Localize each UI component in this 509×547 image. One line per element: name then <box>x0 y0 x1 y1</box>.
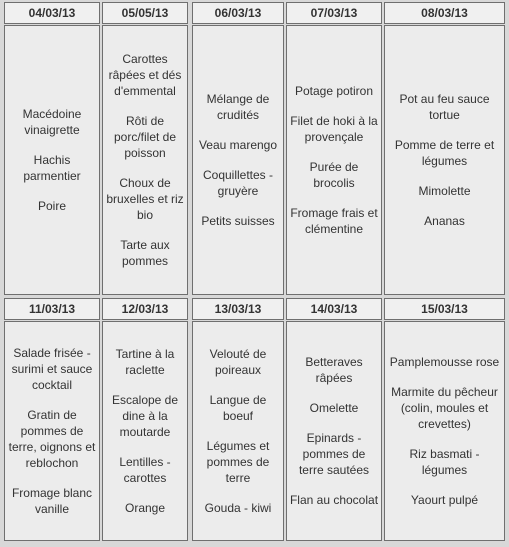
dish-dessert: Fromage frais et clémentine <box>290 206 378 236</box>
dish-starter: Carottes râpées et dés d'emmental <box>108 52 182 98</box>
day-header-5: 08/03/13 <box>384 2 505 24</box>
day-menu-1 <box>4 25 100 295</box>
dish-dessert: Fromage blanc vanille <box>11 486 93 516</box>
dish-side: Epinards - pommes de terre sautées <box>298 431 370 477</box>
dish-dessert: Petits suisses <box>201 214 275 228</box>
dish-main: Veau marengo <box>198 138 278 152</box>
dish-starter: Mélange de crudités <box>206 92 270 122</box>
dish-main: Hachis parmentier <box>23 153 81 183</box>
day-header-2: 12/03/13 <box>102 298 188 320</box>
dish-starter: Potage potiron <box>294 84 374 98</box>
dish-main: Escalope de dine à la moutarde <box>111 393 179 439</box>
day-menu-4 <box>286 25 382 295</box>
day-menu-5 <box>384 321 505 541</box>
day-header-5: 15/03/13 <box>384 298 505 320</box>
day-header-1: 04/03/13 <box>4 2 100 24</box>
day-menu-2 <box>102 25 188 295</box>
dish-starter: Salade frisée - surimi et sauce cocktail <box>11 346 93 392</box>
dish-side: Légumes et pommes de terre <box>206 439 270 485</box>
dish-starter: Velouté de poireaux <box>209 347 267 377</box>
day-header-2: 05/05/13 <box>102 2 188 24</box>
day-menu-3 <box>192 25 284 295</box>
dish-main: Marmite du pêcheur (colin, moules et crevettes) <box>391 385 498 431</box>
dish-dessert: Tarte aux pommes <box>120 238 170 268</box>
day-header-4: 14/03/13 <box>286 298 382 320</box>
day-menu-5 <box>384 25 505 295</box>
dish-starter: Pot au feu sauce tortue <box>399 92 490 122</box>
dish-main: Pomme de terre et légumes <box>394 138 495 168</box>
dish-starter: Macédoine vinaigrette <box>22 107 82 137</box>
dish-main: Langue de boeuf <box>209 393 267 423</box>
day-menu-3 <box>192 321 284 541</box>
dish-starter: Pamplemousse rose <box>389 355 500 369</box>
dish-side: Riz basmati - légumes <box>409 447 480 477</box>
day-menu-2 <box>102 321 188 541</box>
dish-dessert: Orange <box>124 501 166 515</box>
day-header-4: 07/03/13 <box>286 2 382 24</box>
dish-starter: Betteraves râpées <box>305 355 363 385</box>
dish-dessert: Poire <box>37 199 66 213</box>
dish-dessert: Ananas <box>424 214 465 228</box>
dish-side: Coquillettes - gruyère <box>202 168 274 198</box>
day-menu-1 <box>4 321 100 541</box>
week-row-2 <box>0 297 509 547</box>
dish-dessert: Yaourt pulpé <box>410 493 479 507</box>
dish-main: Filet de hoki à la provençale <box>290 114 378 144</box>
dish-main: Rôti de porc/filet de poisson <box>113 114 177 160</box>
dish-dessert: Gouda - kiwi <box>204 501 272 515</box>
day-header-3: 06/03/13 <box>192 2 284 24</box>
dish-main: Omelette <box>309 401 359 415</box>
day-header-3: 13/03/13 <box>192 298 284 320</box>
dish-side: Choux de bruxelles et riz bio <box>106 176 184 222</box>
dish-side: Purée de brocolis <box>309 160 359 190</box>
dish-main: Gratin de pommes de terre, oignons et reblochon <box>8 408 96 470</box>
dish-side: Lentilles - carottes <box>119 455 171 485</box>
dish-dessert: Flan au chocolat <box>289 493 379 507</box>
day-header-1: 11/03/13 <box>4 298 100 320</box>
dish-side: Mimolette <box>418 184 471 198</box>
day-menu-4 <box>286 321 382 541</box>
dish-starter: Tartine à la raclette <box>115 347 175 377</box>
